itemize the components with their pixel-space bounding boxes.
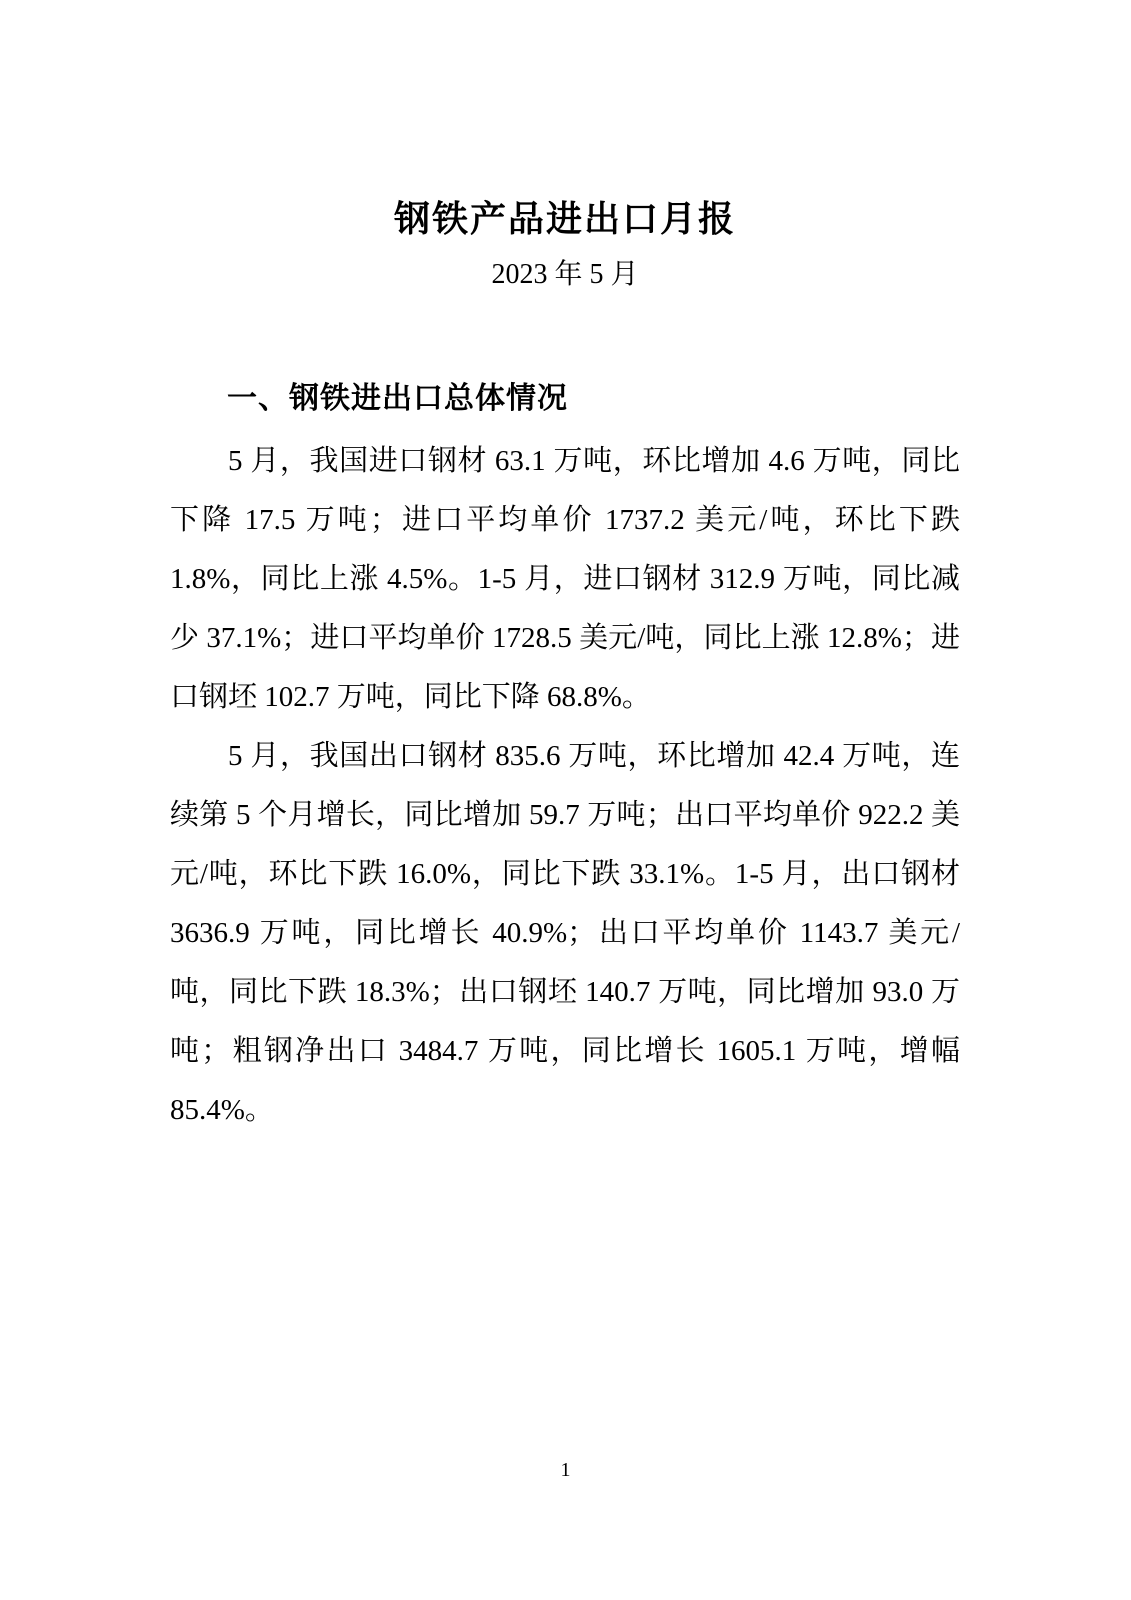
page-number: 1 [560,1459,571,1481]
section-body [170,432,960,1140]
section-heading: 一、钢铁进出口总体情况 [227,382,568,415]
document-title: 钢铁产品进出口月报 [393,199,736,239]
paragraph-export-overview: 5 月，我国出口钢材 835.6 万吨，环比增加 42.4 万吨，连续第 5 个月增长，同比增加 59.7 万吨；出口平均单价 922.2 美元/吨，环比下跌 16.0%，同比下跌 33.1%。1-5 月，出口钢材 3636.9 万吨，同比增长 40.9%；出口平均单价 1143.7 美元/吨，同比下跌 18.3%；出口钢坯 140.7 万吨，同比增加 93.0 万吨；粗钢净出口 3484.7 万吨，同比增长 1605.1 万吨，增幅 85.4%。 [170,740,960,1126]
document-date: 2023 年 5 月 [491,259,639,290]
paragraph-import-overview: 5 月，我国进口钢材 63.1 万吨，环比增加 4.6 万吨，同比下降 17.5 万吨；进口平均单价 1737.2 美元/吨，环比下跌 1.8%，同比上涨 4.5%。1-5 月，进口钢材 312.9 万吨，同比减少 37.1%；进口平均单价 1728.5 美元/吨，同比上涨 12.8%；进口钢坯 102.7 万吨，同比下降 68.8%。 [170,445,960,713]
